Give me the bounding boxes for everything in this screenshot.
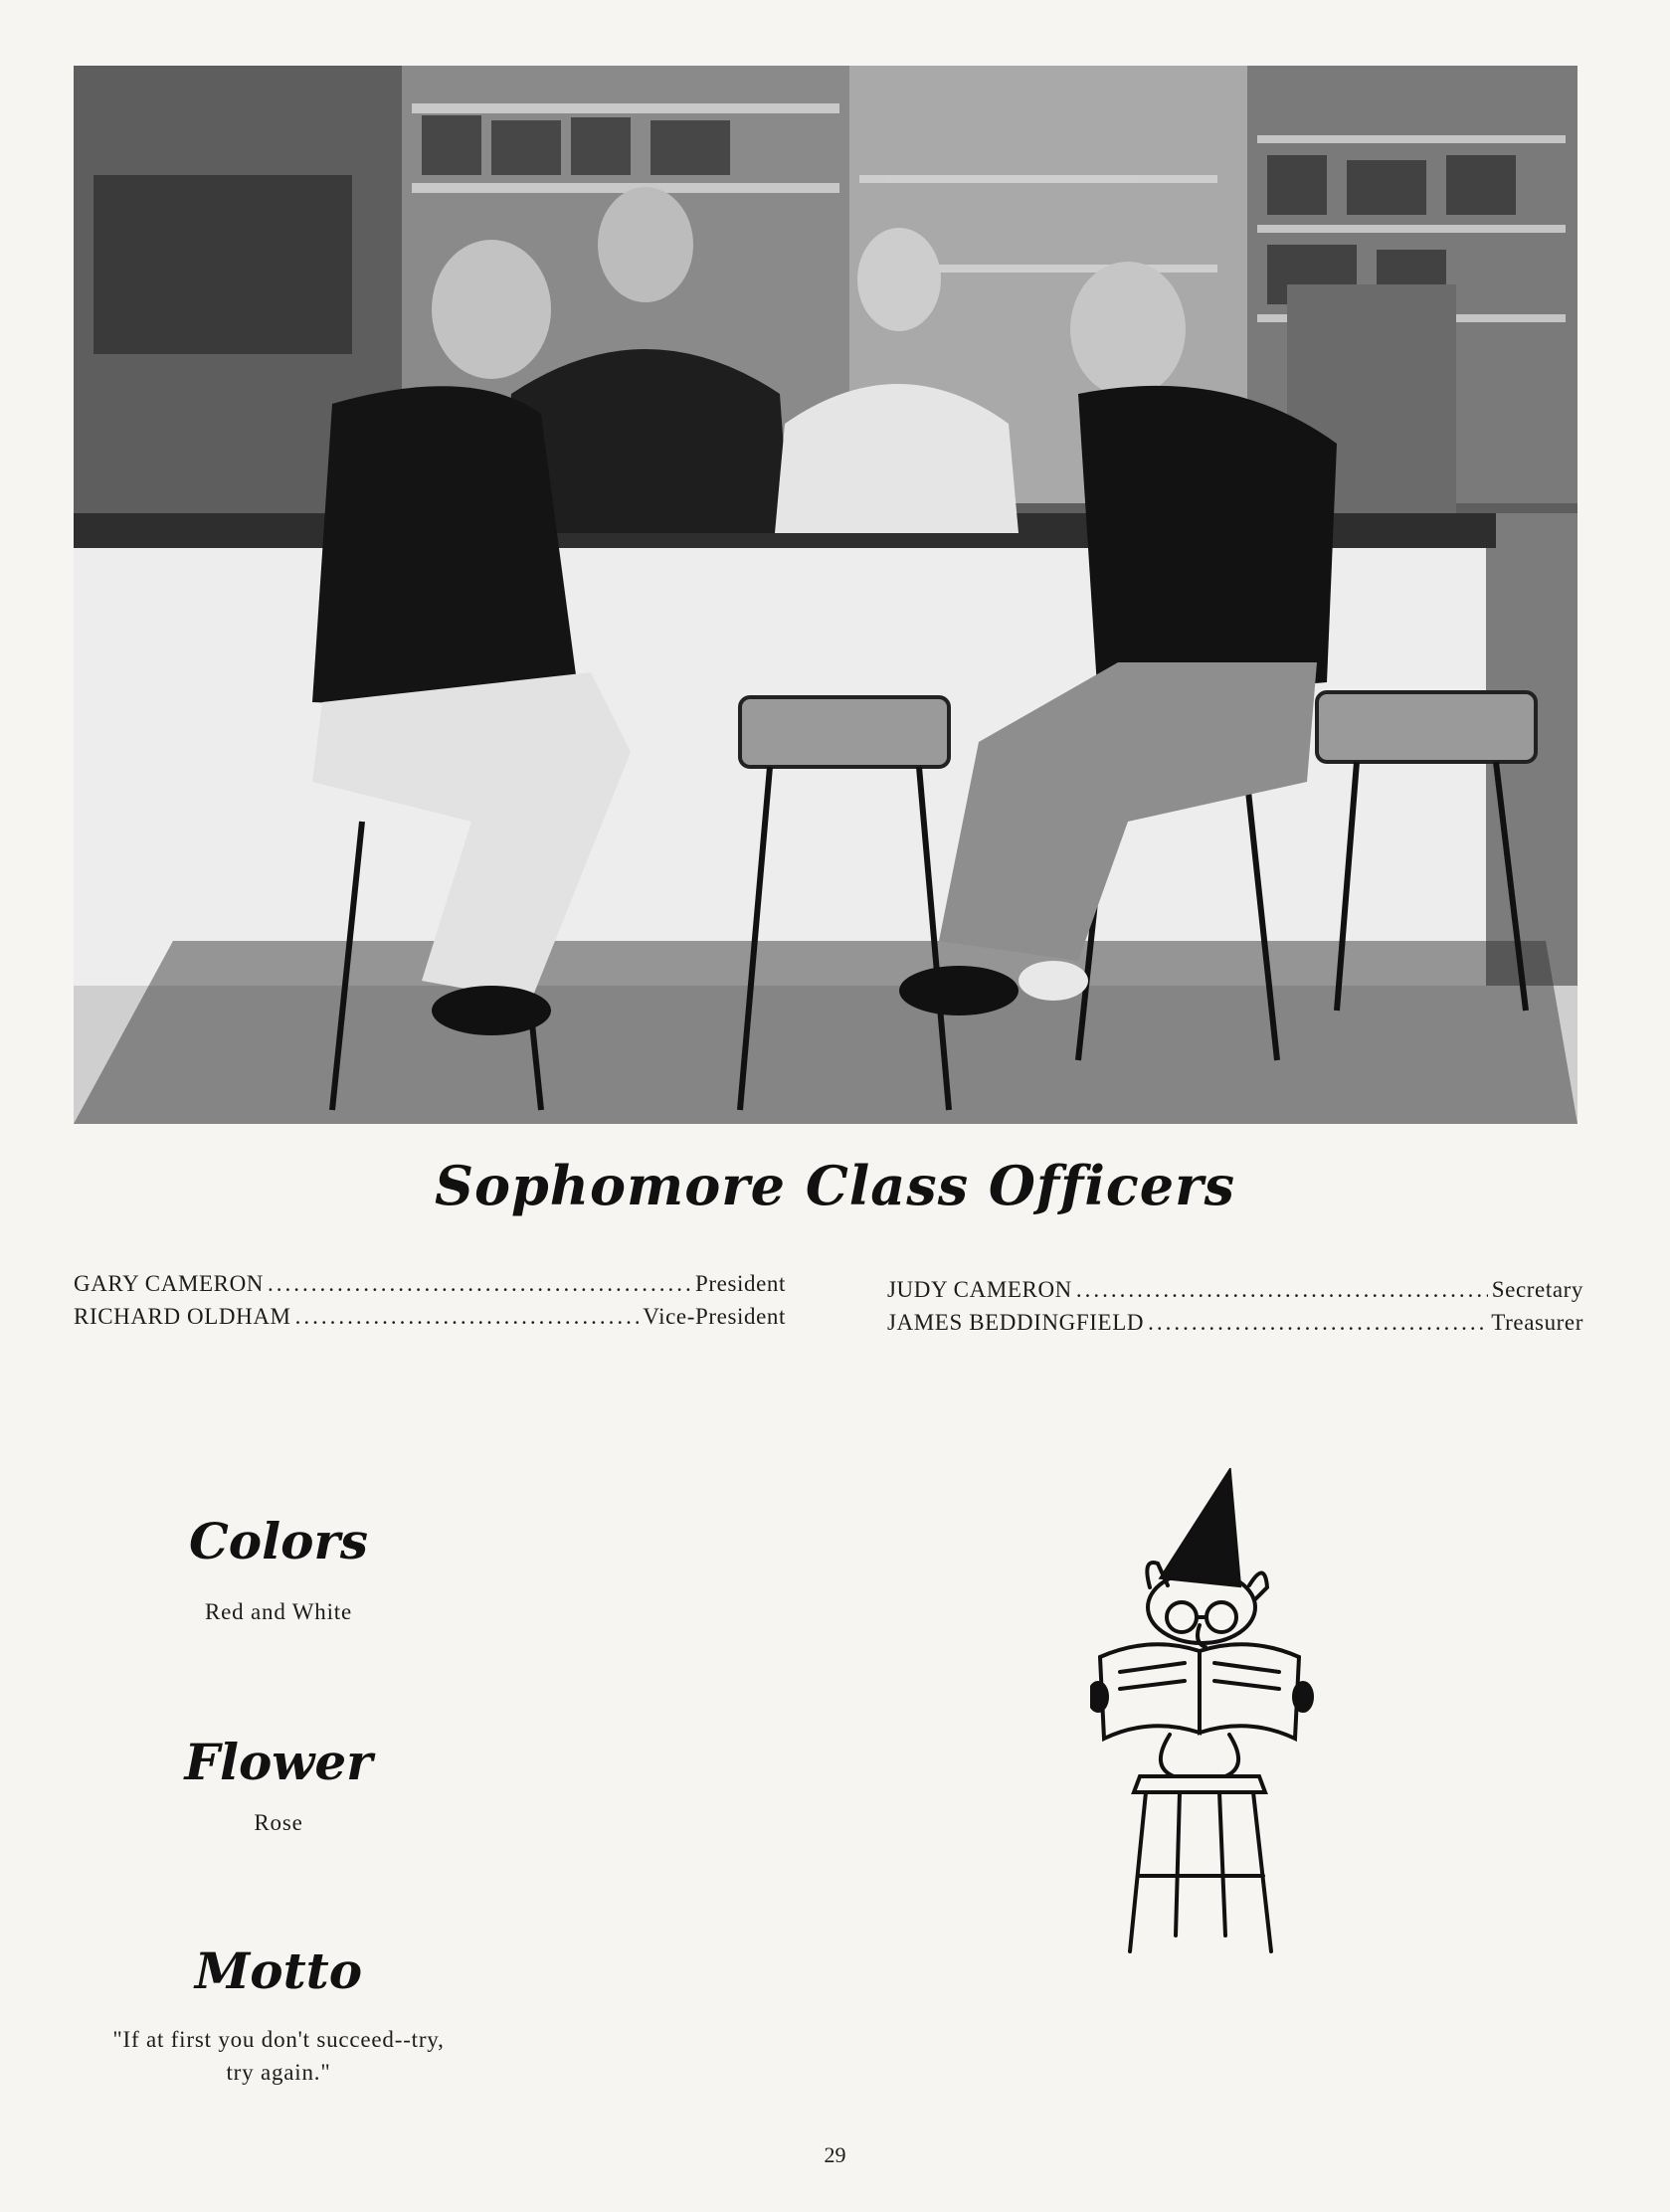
dot-leader <box>1148 1306 1487 1339</box>
colors-value: Red and White <box>205 1599 352 1624</box>
page-number: 29 <box>824 2142 846 2167</box>
motto-line-2: try again." <box>226 2060 331 2085</box>
dot-leader <box>1076 1273 1488 1306</box>
page-title: Sophomore Class Officers <box>435 1154 1235 1217</box>
class-officers-photo <box>74 66 1577 1124</box>
officer-name: GARY CAMERON <box>74 1271 265 1296</box>
officer-row <box>887 1273 1583 1306</box>
officers-left-column <box>74 1267 786 1333</box>
officer-role: Secretary <box>1491 1277 1583 1302</box>
motto-line-1: "If at first you don't succeed--try, <box>112 2027 445 2052</box>
officer-name: JUDY CAMERON <box>887 1277 1072 1302</box>
dot-leader <box>268 1267 691 1300</box>
motto-value <box>40 2023 517 2089</box>
officer-name: RICHARD OLDHAM <box>74 1304 291 1329</box>
officer-row <box>74 1267 786 1300</box>
officer-name: JAMES BEDDINGFIELD <box>887 1310 1145 1335</box>
officer-role: Vice-President <box>643 1304 786 1329</box>
officer-row <box>74 1300 786 1333</box>
officer-row <box>887 1306 1583 1339</box>
officer-role: Treasurer <box>1491 1310 1583 1335</box>
colors-heading: Colors <box>189 1512 368 1570</box>
soda-fountain-photo <box>74 66 1577 1124</box>
officers-right-column <box>887 1273 1583 1339</box>
officer-role: President <box>695 1271 786 1296</box>
flower-value: Rose <box>254 1810 303 1835</box>
dot-leader <box>295 1300 640 1333</box>
flower-heading: Flower <box>184 1733 373 1791</box>
elf-reading-book-icon <box>1090 1468 1329 1955</box>
motto-heading: Motto <box>194 1941 363 2000</box>
